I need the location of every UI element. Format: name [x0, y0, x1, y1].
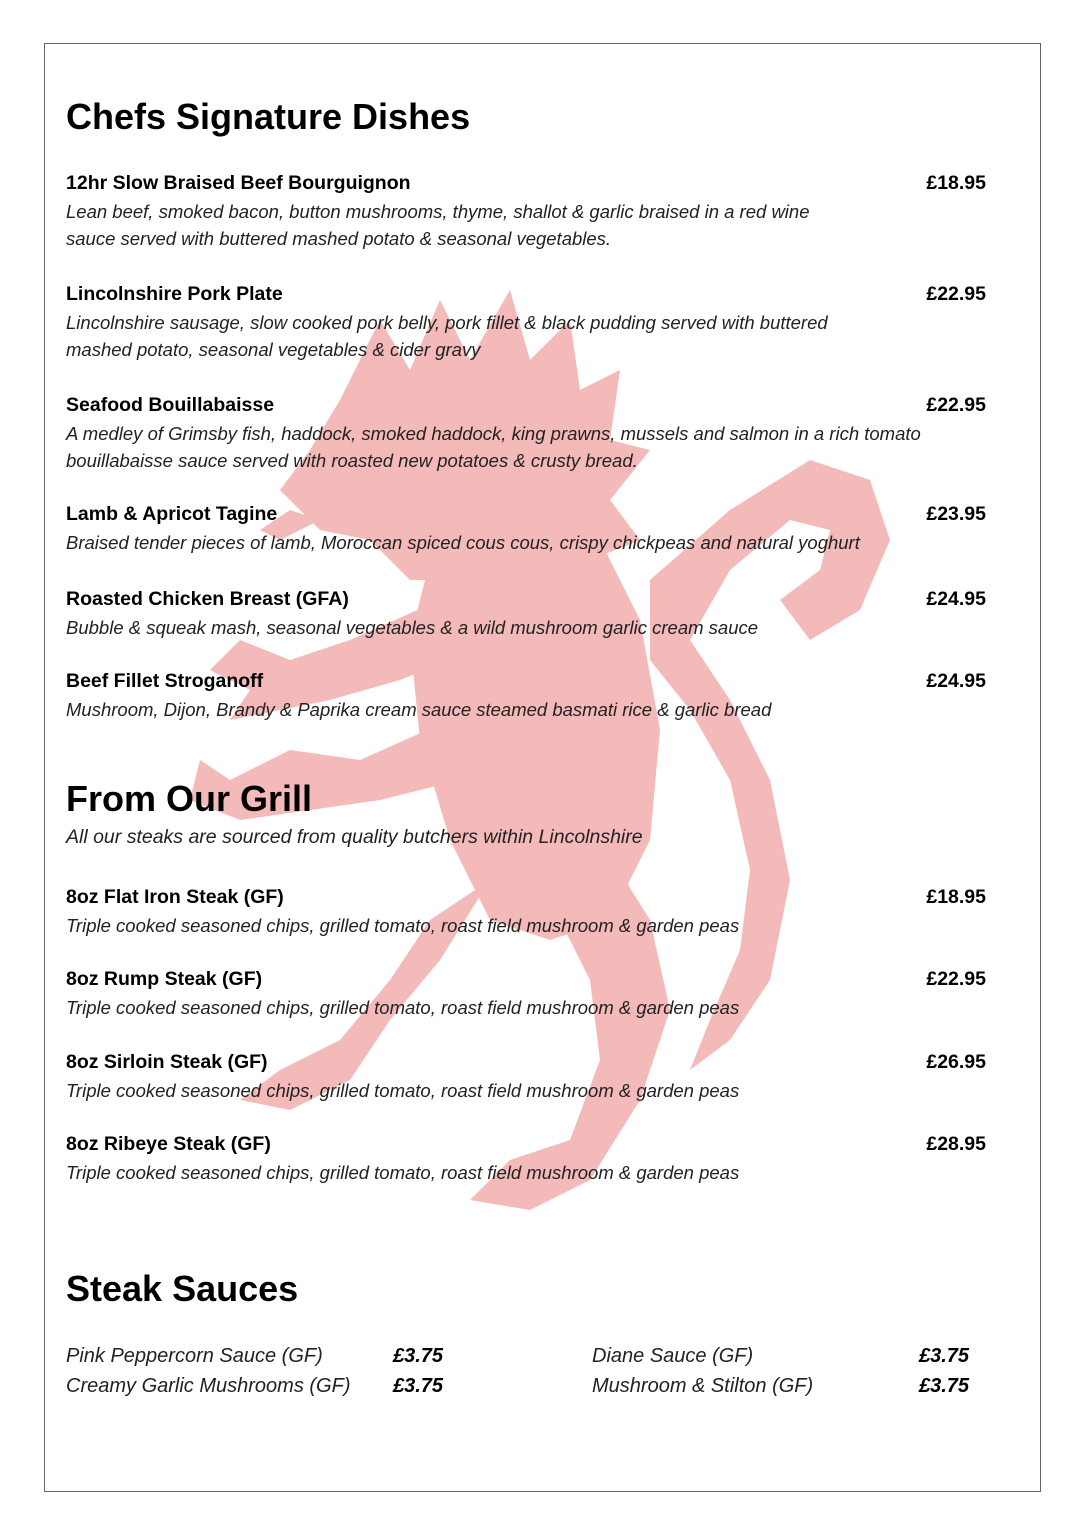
dish-item: [66, 668, 986, 723]
dish-description: Braised tender pieces of lamb, Moroccan spiced cous cous, crispy chickpeas and natural yoghurt: [66, 532, 860, 553]
dish-item: [66, 884, 986, 939]
dish-description: Mushroom, Dijon, Brandy & Paprika cream sauce steamed basmati rice & garlic bread: [66, 699, 772, 720]
dish-name: Roasted Chicken Breast (GFA): [66, 588, 349, 610]
dish-item: [66, 586, 986, 641]
steak-sauces-title: Steak Sauces: [66, 1268, 299, 1309]
dish-item: [66, 501, 986, 556]
sauce-price: £3.75: [393, 1345, 444, 1367]
dish-name: Seafood Bouillabaisse: [66, 394, 275, 416]
dish-price: £18.95: [926, 886, 986, 908]
dish-price: £24.95: [926, 588, 986, 610]
dish-price: £26.95: [926, 1051, 986, 1073]
dish-description: Bubble & squeak mash, seasonal vegetables & a wild mushroom garlic cream sauce: [66, 617, 759, 638]
dish-name: Lincolnshire Pork Plate: [66, 283, 283, 305]
dish-name: 8oz Sirloin Steak (GF): [66, 1051, 268, 1073]
dish-price: £22.95: [926, 968, 986, 990]
sauce-name: Mushroom & Stilton (GF): [592, 1375, 814, 1397]
sauce-price: £3.75: [919, 1345, 970, 1367]
grill-title: From Our Grill: [66, 778, 313, 819]
dish-item: [66, 966, 986, 1021]
sauce-name: Pink Peppercorn Sauce (GF): [66, 1345, 323, 1367]
dish-name: 8oz Rump Steak (GF): [66, 968, 263, 990]
dish-price: £22.95: [926, 283, 986, 305]
sauce-name: Creamy Garlic Mushrooms (GF): [66, 1375, 351, 1397]
dish-price: £28.95: [926, 1133, 986, 1155]
sauce-price: £3.75: [919, 1375, 970, 1397]
dish-description: A medley of Grimsby fish, haddock, smoked haddock, king prawns, mussels and salmon in a rich tomato bouillabaisse sauce served with roasted new potatoes & crusty bread.: [66, 423, 921, 471]
dish-description: Triple cooked seasoned chips, grilled tomato, roast field mushroom & garden peas: [66, 997, 740, 1018]
sauce-price: £3.75: [393, 1375, 444, 1397]
dish-name: 12hr Slow Braised Beef Bourguignon: [66, 172, 411, 194]
dish-item: [66, 281, 986, 363]
dish-description: Triple cooked seasoned chips, grilled tomato, roast field mushroom & garden peas: [66, 1162, 740, 1183]
signature-dishes-title: Chefs Signature Dishes: [66, 96, 471, 137]
dish-item: [66, 1131, 986, 1186]
dish-item: [66, 392, 986, 474]
dish-item: [66, 1049, 986, 1104]
dish-price: £24.95: [926, 670, 986, 692]
dish-name: 8oz Ribeye Steak (GF): [66, 1133, 271, 1155]
dish-name: 8oz Flat Iron Steak (GF): [66, 886, 284, 908]
dish-name: Beef Fillet Stroganoff: [66, 670, 264, 692]
dish-description: Lincolnshire sausage, slow cooked pork belly, pork fillet & black pudding served with buttered mashed potato, seasonal vegetables & cider gravy: [66, 312, 828, 360]
dish-price: £22.95: [926, 394, 986, 416]
sauce-name: Diane Sauce (GF): [592, 1345, 754, 1367]
dish-price: £18.95: [926, 172, 986, 194]
dish-name: Lamb & Apricot Tagine: [66, 503, 278, 525]
dish-description: Triple cooked seasoned chips, grilled tomato, roast field mushroom & garden peas: [66, 1080, 740, 1101]
dish-description: Lean beef, smoked bacon, button mushrooms, thyme, shallot & garlic braised in a red wine sauce served with buttered mashed potato & seasonal vegetables.: [66, 201, 810, 249]
dish-price: £23.95: [926, 503, 986, 525]
dish-item: [66, 170, 986, 252]
dish-description: Triple cooked seasoned chips, grilled tomato, roast field mushroom & garden peas: [66, 915, 740, 936]
grill-note: All our steaks are sourced from quality butchers within Lincolnshire: [66, 826, 643, 848]
